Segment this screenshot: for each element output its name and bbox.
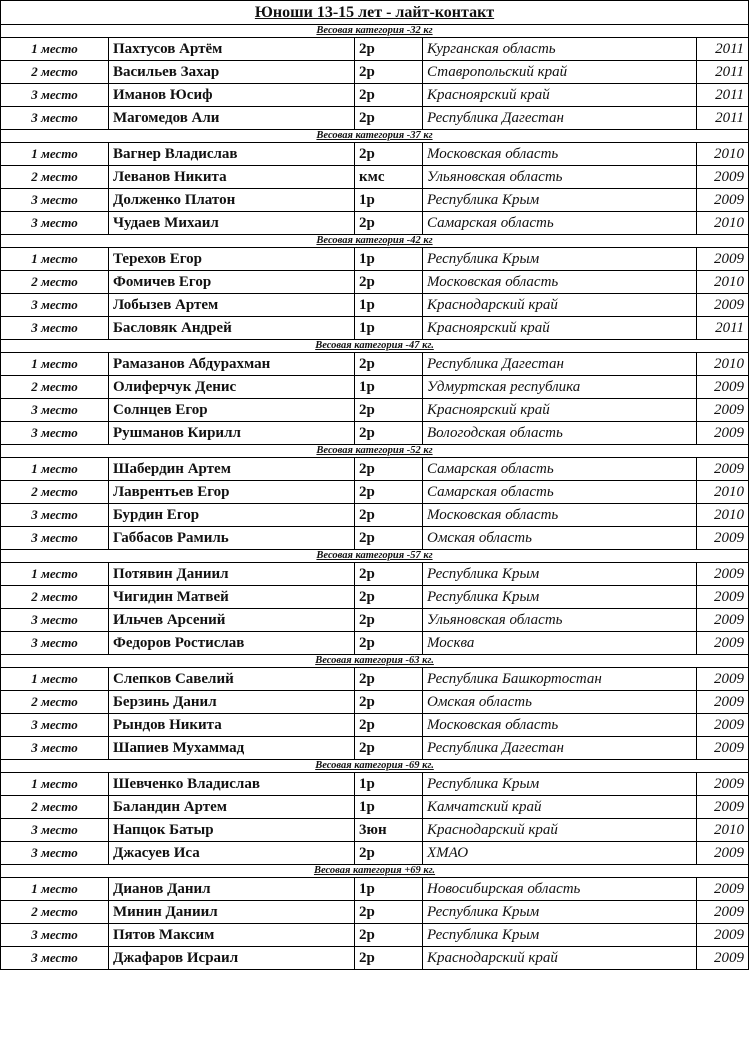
table-row <box>1 924 749 947</box>
place-cell: 2 место <box>1 691 109 714</box>
place-cell: 1 место <box>1 773 109 796</box>
rank-cell: 2р <box>355 632 423 655</box>
region-cell: Ульяновская область <box>423 166 697 189</box>
region-cell: Ставропольский край <box>423 61 697 84</box>
rank-cell: 2р <box>355 481 423 504</box>
name-cell: Берзинь Данил <box>109 691 355 714</box>
place-cell: 1 место <box>1 38 109 61</box>
place-cell: 3 место <box>1 737 109 760</box>
place-cell: 3 место <box>1 84 109 107</box>
place-cell: 1 место <box>1 563 109 586</box>
name-cell: Минин Даниил <box>109 901 355 924</box>
place-cell: 1 место <box>1 458 109 481</box>
place-cell: 3 место <box>1 107 109 130</box>
place-cell: 3 место <box>1 947 109 970</box>
name-cell: Лобызев Артем <box>109 294 355 317</box>
name-cell: Пятов Максим <box>109 924 355 947</box>
name-cell: Вагнер Владислав <box>109 143 355 166</box>
name-cell: Чигидин Матвей <box>109 586 355 609</box>
region-cell: Республика Дагестан <box>423 107 697 130</box>
region-cell: Самарская область <box>423 458 697 481</box>
table-row <box>1 737 749 760</box>
rank-cell: 2р <box>355 668 423 691</box>
place-cell: 1 место <box>1 353 109 376</box>
table-row <box>1 796 749 819</box>
name-cell: Пахтусов Артём <box>109 38 355 61</box>
name-cell: Потявин Даниил <box>109 563 355 586</box>
rank-cell: 2р <box>355 271 423 294</box>
rank-cell: 2р <box>355 586 423 609</box>
name-cell: Магомедов Али <box>109 107 355 130</box>
place-cell: 3 место <box>1 422 109 445</box>
rank-cell: 2р <box>355 924 423 947</box>
year-cell: 2010 <box>697 481 749 504</box>
place-cell: 3 место <box>1 212 109 235</box>
category-label: Весовая категория +69 кг. <box>1 865 749 878</box>
results-table-body <box>1 1 749 970</box>
region-cell: Республика Башкортостан <box>423 668 697 691</box>
name-cell: Джасуев Иса <box>109 842 355 865</box>
category-header-row <box>1 865 749 878</box>
place-cell: 3 место <box>1 714 109 737</box>
year-cell: 2009 <box>697 527 749 550</box>
table-row <box>1 317 749 340</box>
table-row <box>1 107 749 130</box>
place-cell: 1 место <box>1 248 109 271</box>
place-cell: 2 место <box>1 166 109 189</box>
region-cell: Краснодарский край <box>423 819 697 842</box>
name-cell: Лаврентьев Егор <box>109 481 355 504</box>
rank-cell: 2р <box>355 212 423 235</box>
category-label: Весовая категория -47 кг. <box>1 340 749 353</box>
category-header-row <box>1 445 749 458</box>
year-cell: 2011 <box>697 317 749 340</box>
year-cell: 2009 <box>697 166 749 189</box>
place-cell: 2 место <box>1 481 109 504</box>
rank-cell: 2р <box>355 107 423 130</box>
year-cell: 2009 <box>697 947 749 970</box>
place-cell: 2 место <box>1 796 109 819</box>
region-cell: Московская область <box>423 143 697 166</box>
name-cell: Васильев Захар <box>109 61 355 84</box>
year-cell: 2009 <box>697 878 749 901</box>
table-row <box>1 819 749 842</box>
year-cell: 2011 <box>697 84 749 107</box>
place-cell: 2 место <box>1 586 109 609</box>
category-header-row <box>1 130 749 143</box>
region-cell: Москва <box>423 632 697 655</box>
table-row <box>1 527 749 550</box>
rank-cell: 2р <box>355 737 423 760</box>
place-cell: 2 место <box>1 271 109 294</box>
year-cell: 2009 <box>697 189 749 212</box>
rank-cell: 1р <box>355 248 423 271</box>
rank-cell: 2р <box>355 714 423 737</box>
category-label: Весовая категория -42 кг <box>1 235 749 248</box>
name-cell: Слепков Савелий <box>109 668 355 691</box>
year-cell: 2009 <box>697 842 749 865</box>
table-row <box>1 166 749 189</box>
name-cell: Долженко Платон <box>109 189 355 212</box>
category-header-row <box>1 340 749 353</box>
category-label: Весовая категория -32 кг <box>1 25 749 38</box>
region-cell: Красноярский край <box>423 84 697 107</box>
year-cell: 2009 <box>697 691 749 714</box>
table-row <box>1 458 749 481</box>
table-row <box>1 691 749 714</box>
region-cell: Московская область <box>423 504 697 527</box>
rank-cell: 2р <box>355 504 423 527</box>
region-cell: Красноярский край <box>423 399 697 422</box>
table-row <box>1 947 749 970</box>
region-cell: Республика Крым <box>423 773 697 796</box>
year-cell: 2009 <box>697 586 749 609</box>
year-cell: 2009 <box>697 668 749 691</box>
table-row <box>1 189 749 212</box>
name-cell: Чудаев Михаил <box>109 212 355 235</box>
region-cell: Республика Крым <box>423 189 697 212</box>
rank-cell: 1р <box>355 773 423 796</box>
year-cell: 2011 <box>697 38 749 61</box>
name-cell: Шабердин Артем <box>109 458 355 481</box>
rank-cell: кмс <box>355 166 423 189</box>
rank-cell: 2р <box>355 143 423 166</box>
region-cell: Республика Крым <box>423 248 697 271</box>
table-row <box>1 773 749 796</box>
rank-cell: 1р <box>355 317 423 340</box>
year-cell: 2010 <box>697 504 749 527</box>
place-cell: 2 место <box>1 376 109 399</box>
year-cell: 2009 <box>697 737 749 760</box>
table-row <box>1 212 749 235</box>
region-cell: Удмуртская республика <box>423 376 697 399</box>
rank-cell: 2р <box>355 399 423 422</box>
region-cell: Краснодарский край <box>423 294 697 317</box>
name-cell: Леванов Никита <box>109 166 355 189</box>
name-cell: Дианов Данил <box>109 878 355 901</box>
category-header-row <box>1 25 749 38</box>
region-cell: Ульяновская область <box>423 609 697 632</box>
year-cell: 2009 <box>697 773 749 796</box>
table-row <box>1 901 749 924</box>
name-cell: Олиферчук Денис <box>109 376 355 399</box>
place-cell: 3 место <box>1 819 109 842</box>
place-cell: 3 место <box>1 632 109 655</box>
table-row <box>1 586 749 609</box>
name-cell: Габбасов Рамиль <box>109 527 355 550</box>
region-cell: ХМАО <box>423 842 697 865</box>
table-row <box>1 38 749 61</box>
region-cell: Республика Крым <box>423 586 697 609</box>
title-row <box>1 1 749 25</box>
category-header-row <box>1 235 749 248</box>
rank-cell: 2р <box>355 84 423 107</box>
table-row <box>1 714 749 737</box>
category-label: Весовая категория -52 кг <box>1 445 749 458</box>
name-cell: Баландин Артем <box>109 796 355 819</box>
rank-cell: 2р <box>355 458 423 481</box>
region-cell: Республика Крым <box>423 924 697 947</box>
rank-cell: 2р <box>355 901 423 924</box>
place-cell: 3 место <box>1 317 109 340</box>
place-cell: 1 место <box>1 668 109 691</box>
table-row <box>1 504 749 527</box>
place-cell: 1 место <box>1 878 109 901</box>
table-row <box>1 632 749 655</box>
name-cell: Шапиев Мухаммад <box>109 737 355 760</box>
table-row <box>1 84 749 107</box>
year-cell: 2010 <box>697 271 749 294</box>
table-row <box>1 143 749 166</box>
place-cell: 3 место <box>1 609 109 632</box>
table-row <box>1 842 749 865</box>
place-cell: 3 место <box>1 294 109 317</box>
region-cell: Вологодская область <box>423 422 697 445</box>
year-cell: 2009 <box>697 422 749 445</box>
place-cell: 1 место <box>1 143 109 166</box>
rank-cell: 2р <box>355 353 423 376</box>
table-row <box>1 271 749 294</box>
year-cell: 2009 <box>697 632 749 655</box>
place-cell: 3 место <box>1 504 109 527</box>
year-cell: 2009 <box>697 796 749 819</box>
year-cell: 2009 <box>697 563 749 586</box>
table-row <box>1 353 749 376</box>
region-cell: Республика Крым <box>423 563 697 586</box>
table-row <box>1 399 749 422</box>
name-cell: Напцок Батыр <box>109 819 355 842</box>
year-cell: 2011 <box>697 107 749 130</box>
category-header-row <box>1 655 749 668</box>
year-cell: 2009 <box>697 901 749 924</box>
region-cell: Республика Крым <box>423 901 697 924</box>
name-cell: Рындов Никита <box>109 714 355 737</box>
rank-cell: 1р <box>355 294 423 317</box>
year-cell: 2009 <box>697 458 749 481</box>
year-cell: 2009 <box>697 294 749 317</box>
place-cell: 3 место <box>1 399 109 422</box>
name-cell: Джафаров Исраил <box>109 947 355 970</box>
category-label: Весовая категория -69 кг. <box>1 760 749 773</box>
name-cell: Рамазанов Абдурахман <box>109 353 355 376</box>
table-row <box>1 376 749 399</box>
year-cell: 2009 <box>697 376 749 399</box>
name-cell: Федоров Ростислав <box>109 632 355 655</box>
region-cell: Красноярский край <box>423 317 697 340</box>
region-cell: Новосибирская область <box>423 878 697 901</box>
rank-cell: 2р <box>355 947 423 970</box>
rank-cell: 3юн <box>355 819 423 842</box>
year-cell: 2010 <box>697 143 749 166</box>
region-cell: Самарская область <box>423 212 697 235</box>
rank-cell: 2р <box>355 61 423 84</box>
rank-cell: 1р <box>355 189 423 212</box>
table-row <box>1 878 749 901</box>
region-cell: Московская область <box>423 271 697 294</box>
region-cell: Республика Дагестан <box>423 353 697 376</box>
region-cell: Курганская область <box>423 38 697 61</box>
table-row <box>1 481 749 504</box>
category-label: Весовая категория -63 кг. <box>1 655 749 668</box>
name-cell: Солнцев Егор <box>109 399 355 422</box>
rank-cell: 2р <box>355 527 423 550</box>
rank-cell: 1р <box>355 878 423 901</box>
year-cell: 2009 <box>697 399 749 422</box>
name-cell: Иманов Юсиф <box>109 84 355 107</box>
page-title: Юноши 13-15 лет - лайт-контакт <box>1 1 749 25</box>
name-cell: Рушманов Кирилл <box>109 422 355 445</box>
place-cell: 3 место <box>1 527 109 550</box>
category-header-row <box>1 550 749 563</box>
table-row <box>1 563 749 586</box>
table-row <box>1 668 749 691</box>
region-cell: Омская область <box>423 691 697 714</box>
category-header-row <box>1 760 749 773</box>
name-cell: Басловяк Андрей <box>109 317 355 340</box>
year-cell: 2009 <box>697 248 749 271</box>
category-label: Весовая категория -37 кг <box>1 130 749 143</box>
rank-cell: 2р <box>355 38 423 61</box>
rank-cell: 2р <box>355 563 423 586</box>
year-cell: 2009 <box>697 924 749 947</box>
year-cell: 2010 <box>697 353 749 376</box>
table-row <box>1 61 749 84</box>
region-cell: Омская область <box>423 527 697 550</box>
place-cell: 3 место <box>1 189 109 212</box>
place-cell: 2 место <box>1 901 109 924</box>
name-cell: Ильчев Арсений <box>109 609 355 632</box>
rank-cell: 2р <box>355 691 423 714</box>
place-cell: 3 место <box>1 842 109 865</box>
rank-cell: 1р <box>355 796 423 819</box>
name-cell: Терехов Егор <box>109 248 355 271</box>
rank-cell: 2р <box>355 609 423 632</box>
region-cell: Республика Дагестан <box>423 737 697 760</box>
table-row <box>1 609 749 632</box>
place-cell: 2 место <box>1 61 109 84</box>
region-cell: Самарская область <box>423 481 697 504</box>
rank-cell: 2р <box>355 422 423 445</box>
year-cell: 2009 <box>697 609 749 632</box>
name-cell: Фомичев Егор <box>109 271 355 294</box>
region-cell: Краснодарский край <box>423 947 697 970</box>
rank-cell: 2р <box>355 842 423 865</box>
region-cell: Камчатский край <box>423 796 697 819</box>
rank-cell: 1р <box>355 376 423 399</box>
year-cell: 2010 <box>697 819 749 842</box>
table-row <box>1 248 749 271</box>
year-cell: 2011 <box>697 61 749 84</box>
year-cell: 2009 <box>697 714 749 737</box>
category-label: Весовая категория -57 кг <box>1 550 749 563</box>
name-cell: Бурдин Егор <box>109 504 355 527</box>
place-cell: 3 место <box>1 924 109 947</box>
table-row <box>1 422 749 445</box>
region-cell: Московская область <box>423 714 697 737</box>
table-row <box>1 294 749 317</box>
name-cell: Шевченко Владислав <box>109 773 355 796</box>
year-cell: 2010 <box>697 212 749 235</box>
